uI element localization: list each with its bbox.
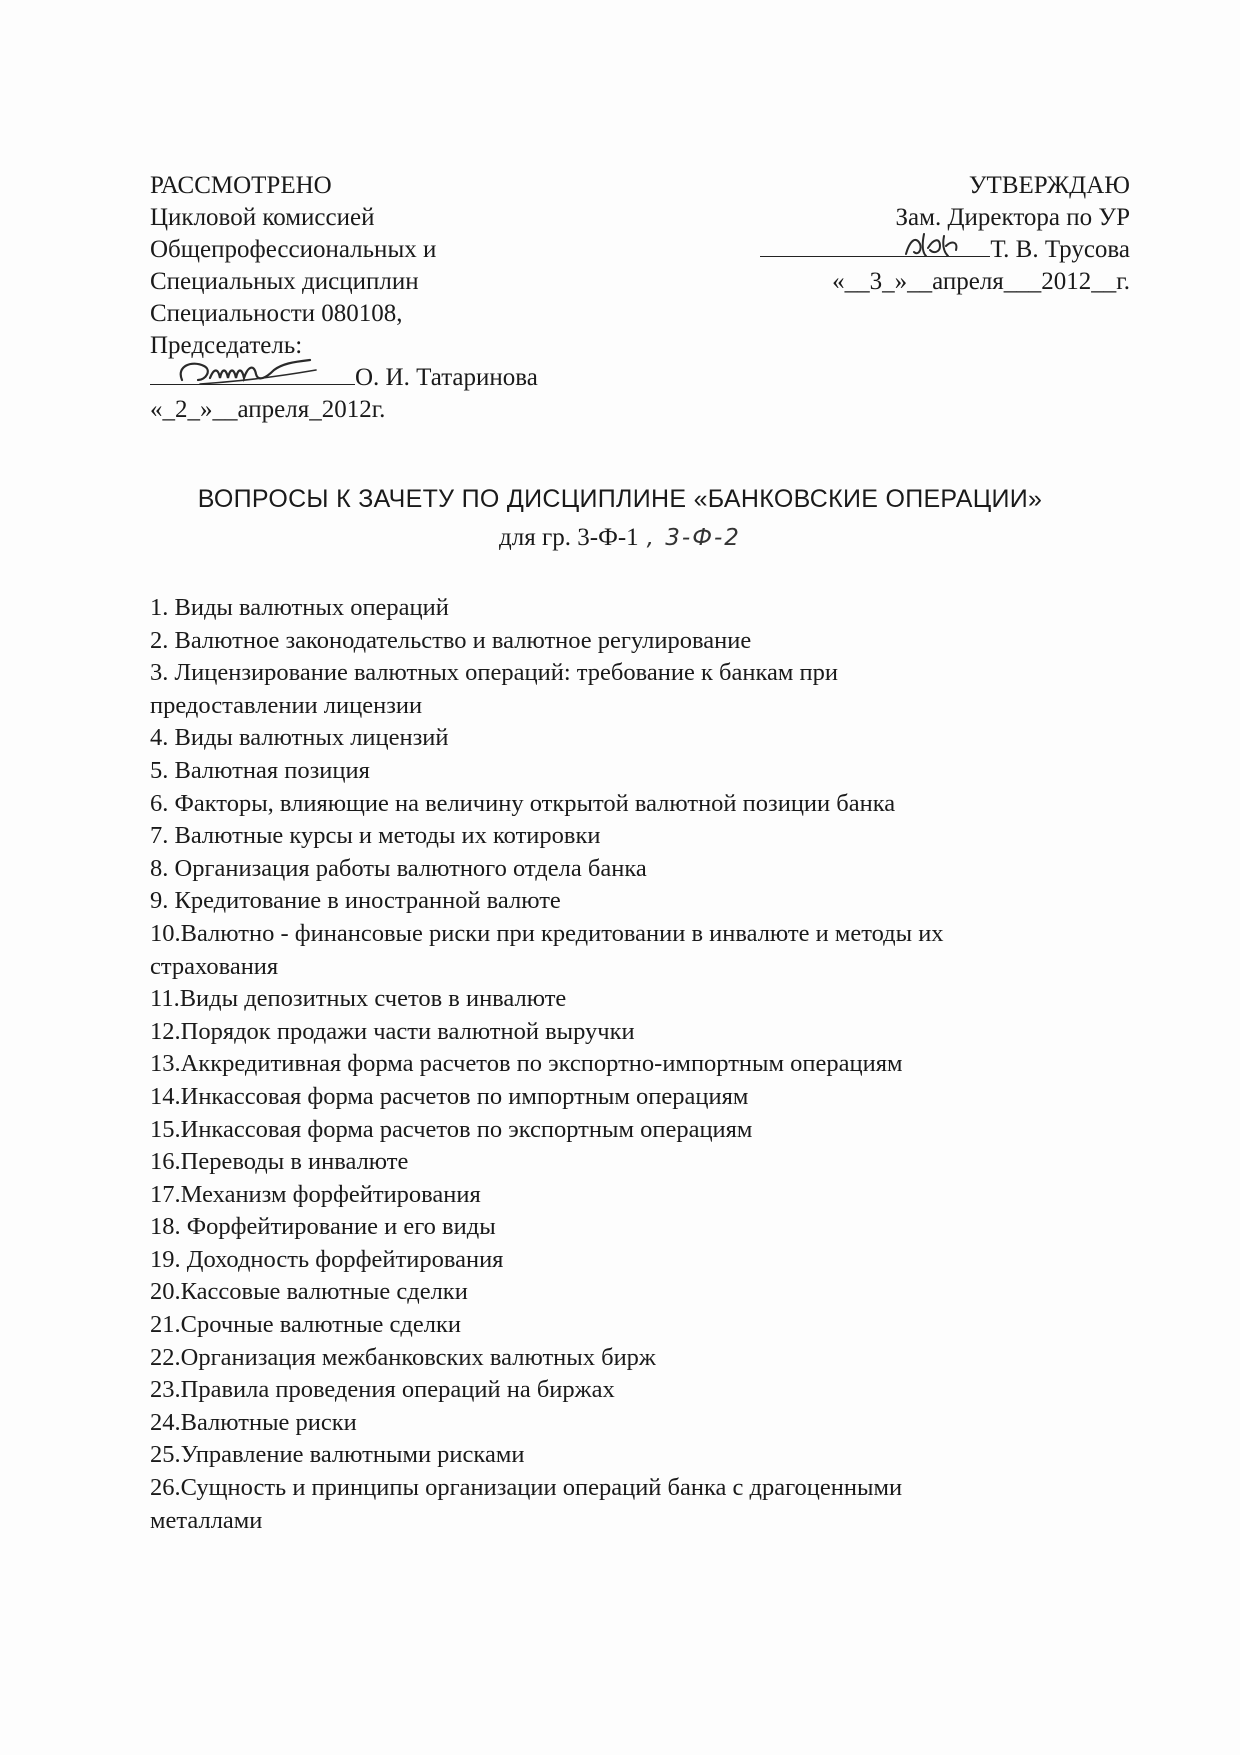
chairman-signature-line [150, 362, 355, 385]
question-line: 20.Кассовые валютные сделки [150, 1278, 468, 1306]
question-line: 14.Инкассовая форма расчетов по импортным операциям [150, 1082, 749, 1110]
chairman-name: О. И. Татаринова [355, 364, 538, 391]
question-line: 6. Факторы, влияющие на величину открытой валютной позиции банка [150, 789, 896, 817]
question-line: 5. Валютная позиция [150, 756, 370, 784]
question-line: 7. Валютные курсы и методы их котировки [150, 822, 601, 850]
question-line: 15.Инкассовая форма расчетов по экспортным операциям [150, 1115, 753, 1143]
question-line: 25.Управление валютными рисками [150, 1441, 525, 1469]
reviewed-line-3: Общепрофессиональных и [150, 236, 437, 263]
group-line [120, 522, 1120, 554]
reviewed-heading: РАССМОТРЕНО [150, 172, 332, 199]
question-line: 24.Валютные риски [150, 1408, 357, 1436]
reviewed-line-5: Специальности 080108, [150, 300, 403, 327]
question-line: 17.Механизм форфейтирования [150, 1180, 481, 1208]
approval-date: «__3_»__апреля___2012__г. [832, 268, 1130, 295]
question-line: предоставлении лицензии [150, 691, 423, 719]
group-subtitle: для гр. 3-Ф-1 [499, 524, 639, 551]
approval-block [700, 170, 1130, 298]
reviewed-block [150, 170, 620, 426]
question-line: 22.Организация межбанковских валютных бирж [150, 1343, 656, 1371]
question-line: 26.Сущность и принципы организации операций банка с драгоценными [150, 1474, 903, 1502]
reviewed-line-4: Специальных дисциплин [150, 268, 419, 295]
approver-name: Т. В. Трусова [990, 236, 1130, 263]
question-line: 2. Валютное законодательство и валютное регулирование [150, 626, 752, 654]
question-line: 23.Правила проведения операций на биржах [150, 1376, 615, 1404]
question-line: 9. Кредитование в иностранной валюте [150, 887, 561, 915]
question-line: 10.Валютно - финансовые риски при кредитовании в инвалюте и методы их [150, 919, 944, 947]
approval-signature [900, 228, 970, 262]
reviewed-date: «_2_»__апреля_2012г. [150, 396, 386, 423]
question-line: металлами [150, 1506, 263, 1534]
chairman-signature-row [150, 362, 620, 394]
question-line: 3. Лицензирование валютных операций: требование к банкам при [150, 659, 838, 687]
question-line: 18. Форфейтирование и его виды [150, 1213, 496, 1241]
handwritten-group-note: , 3-Ф-2 [646, 525, 741, 551]
question-line: 11.Виды депозитных счетов в инвалюте [150, 985, 567, 1013]
chairman-signature [170, 356, 320, 390]
question-line: 1. Виды валютных операций [150, 594, 449, 621]
chairman-label: Председатель: [150, 332, 303, 359]
document-title: ВОПРОСЫ К ЗАЧЕТУ ПО ДИСЦИПЛИНЕ «БАНКОВСКИЕ ОПЕРАЦИИ» [197, 485, 1043, 513]
question-line: 8. Организация работы валютного отдела банка [150, 854, 647, 882]
question-line: страхования [150, 952, 279, 980]
approval-heading: УТВЕРЖДАЮ [968, 172, 1130, 199]
question-line: 13.Аккредитивная форма расчетов по экспортно-импортным операциям [150, 1050, 903, 1078]
question-line: 16.Переводы в инвалюте [150, 1148, 409, 1176]
question-line: 21.Срочные валютные сделки [150, 1311, 461, 1339]
reviewed-line-2: Цикловой комиссией [150, 204, 375, 231]
question-line: 19. Доходность форфейтирования [150, 1245, 504, 1273]
question-line: 4. Виды валютных лицензий [150, 724, 449, 752]
approval-signature-line [760, 234, 990, 257]
question-line: 12.Порядок продажи части валютной выручки [150, 1017, 635, 1045]
approval-position: Зам. Директора по УР [895, 204, 1130, 231]
questions-list [150, 592, 1110, 1537]
approval-signature-row [700, 234, 1130, 266]
